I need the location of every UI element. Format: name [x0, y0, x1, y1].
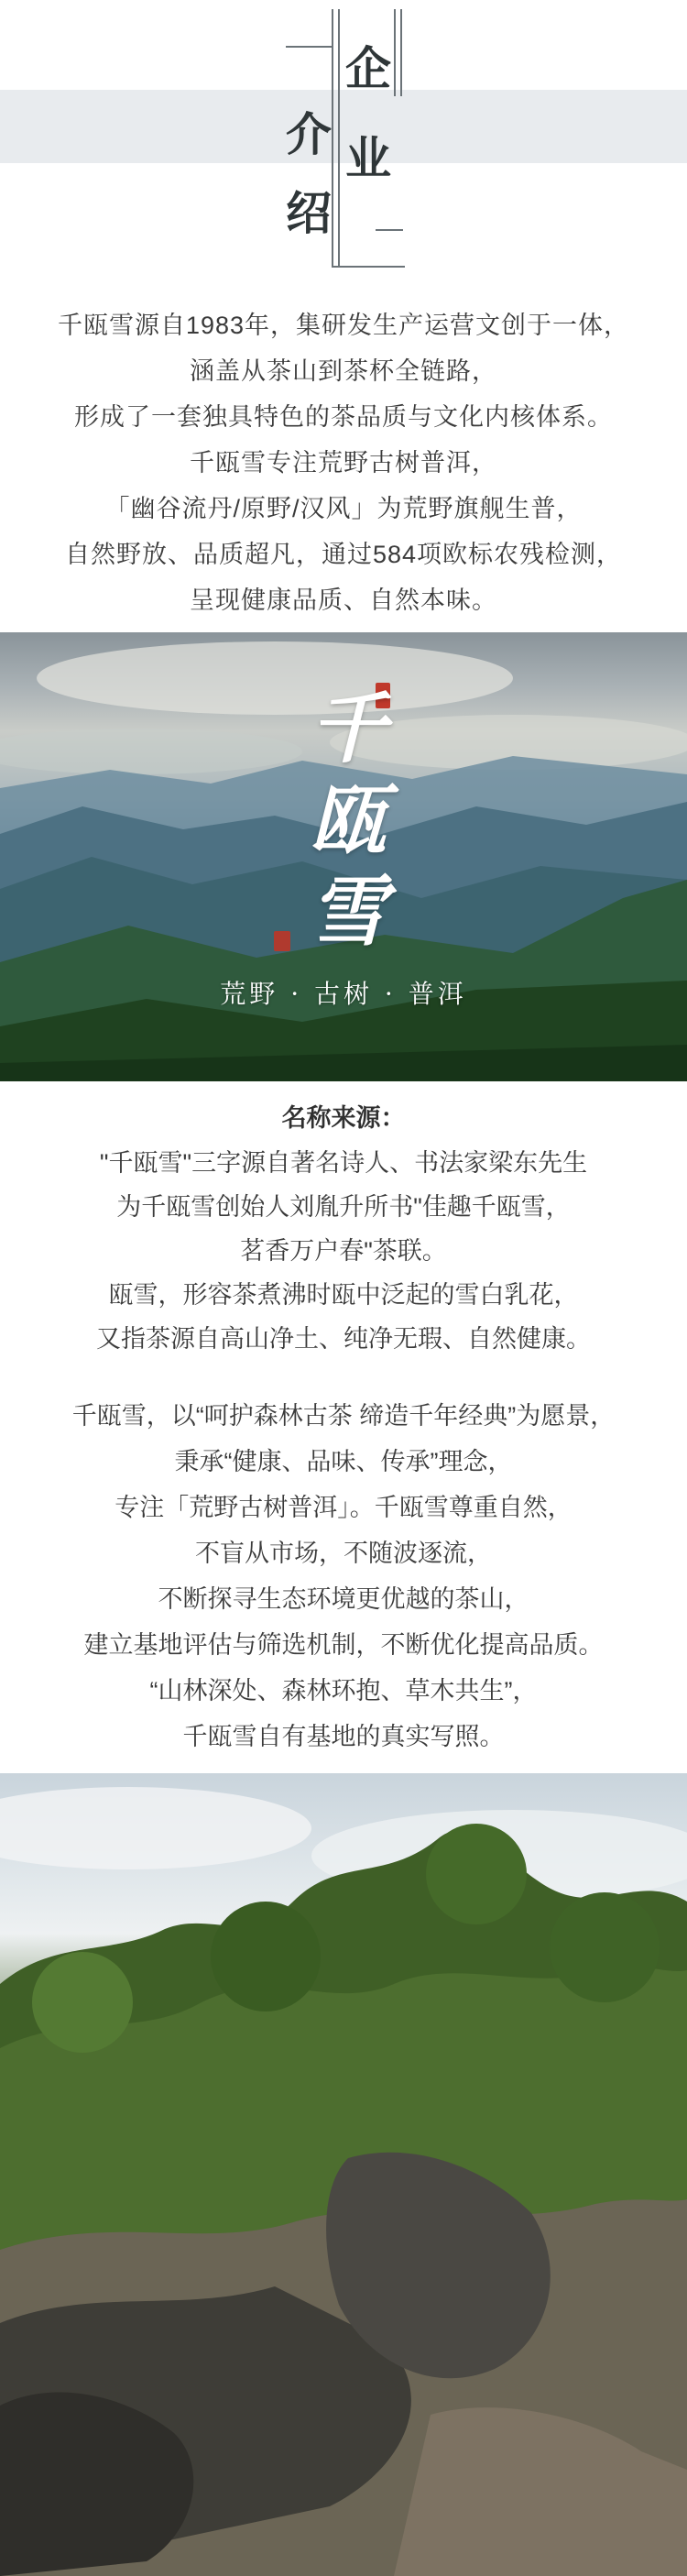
vision-line: “山林深处、森林环抱、草木共生”， [149, 1677, 538, 1705]
tea-garden-image [0, 1773, 687, 2576]
vision-line: 不盲从市场，不随波逐流， [195, 1540, 492, 1567]
origin-line: 为千瓯雪创始人刘胤升所书"佳趣千瓯雪， [116, 1193, 571, 1221]
vision-line: 千瓯雪，以“呵护森林古茶 缔造千年经典”为愿景， [71, 1402, 616, 1430]
vision-line: 千瓯雪自有基地的真实写照。 [182, 1723, 505, 1750]
brand-calligraphy [298, 683, 398, 958]
frame-line-right [394, 9, 396, 96]
vision-line: 不断探寻生态环境更优越的茶山， [158, 1585, 529, 1613]
frame-line-top-left [286, 46, 332, 48]
origin-line: 又指茶源自高山净土、纯净无瑕、自然健康。 [96, 1325, 591, 1353]
vision-line: 建立基地评估与筛选机制，不断优化提高品质。 [83, 1631, 604, 1659]
origin-line: 茗香万户春"茶联。 [240, 1237, 447, 1265]
frame-line-bottom [332, 266, 405, 268]
title-char-ye: 业 [345, 131, 391, 185]
vision-line: 秉承“健康、品味、传承”理念， [174, 1448, 513, 1475]
frame-line-bottom-right [376, 229, 403, 231]
intro-line: 形成了一套独具特色的茶品质与文化内核体系。 [74, 403, 613, 431]
vision-line: 专注「荒野古树普洱」。千瓯雪尊重自然， [114, 1494, 572, 1521]
intro-line: 涵盖从茶山到茶杯全链路， [190, 357, 497, 385]
title-frame [286, 9, 423, 266]
brand-char: 瓯 [309, 774, 387, 865]
name-origin-heading: 名称来源： [281, 1104, 406, 1132]
origin-line: "千瓯雪"三字源自著名诗人、书法家梁东先生 [99, 1149, 588, 1177]
origin-line: 瓯雪，形容茶煮沸时瓯中泛起的雪白乳花， [108, 1281, 579, 1309]
frame-line-left [332, 9, 333, 268]
tea-garden-photo [0, 1773, 687, 2576]
seal-stamp-small-icon [274, 931, 290, 951]
intro-text [0, 302, 687, 623]
frame-line-left-inner [338, 9, 340, 268]
title-char-jie: 介 [286, 107, 332, 161]
banner-slogan: 荒野 · 古树 · 普洱 [220, 979, 467, 1009]
brand-char: 千 [309, 683, 387, 773]
brand-char: 雪 [309, 866, 387, 957]
intro-line: 「幽谷流丹/原野/汉风」为荒野旗舰生普， [104, 495, 583, 522]
title-char-shao: 绍 [286, 186, 332, 240]
title-char-qi: 企 [345, 41, 391, 95]
name-origin-section [0, 1095, 687, 1361]
intro-line: 自然野放、品质超凡，通过584项欧标农残检测， [64, 541, 623, 568]
intro-line: 千瓯雪专注荒野古树普洱， [190, 449, 497, 477]
vision-section [0, 1393, 687, 1759]
frame-line-right-inner [400, 9, 402, 96]
intro-line: 呈现健康品质、自然本味。 [190, 586, 497, 614]
intro-line: 千瓯雪源自1983年，集研发生产运营文创于一体， [57, 312, 630, 339]
